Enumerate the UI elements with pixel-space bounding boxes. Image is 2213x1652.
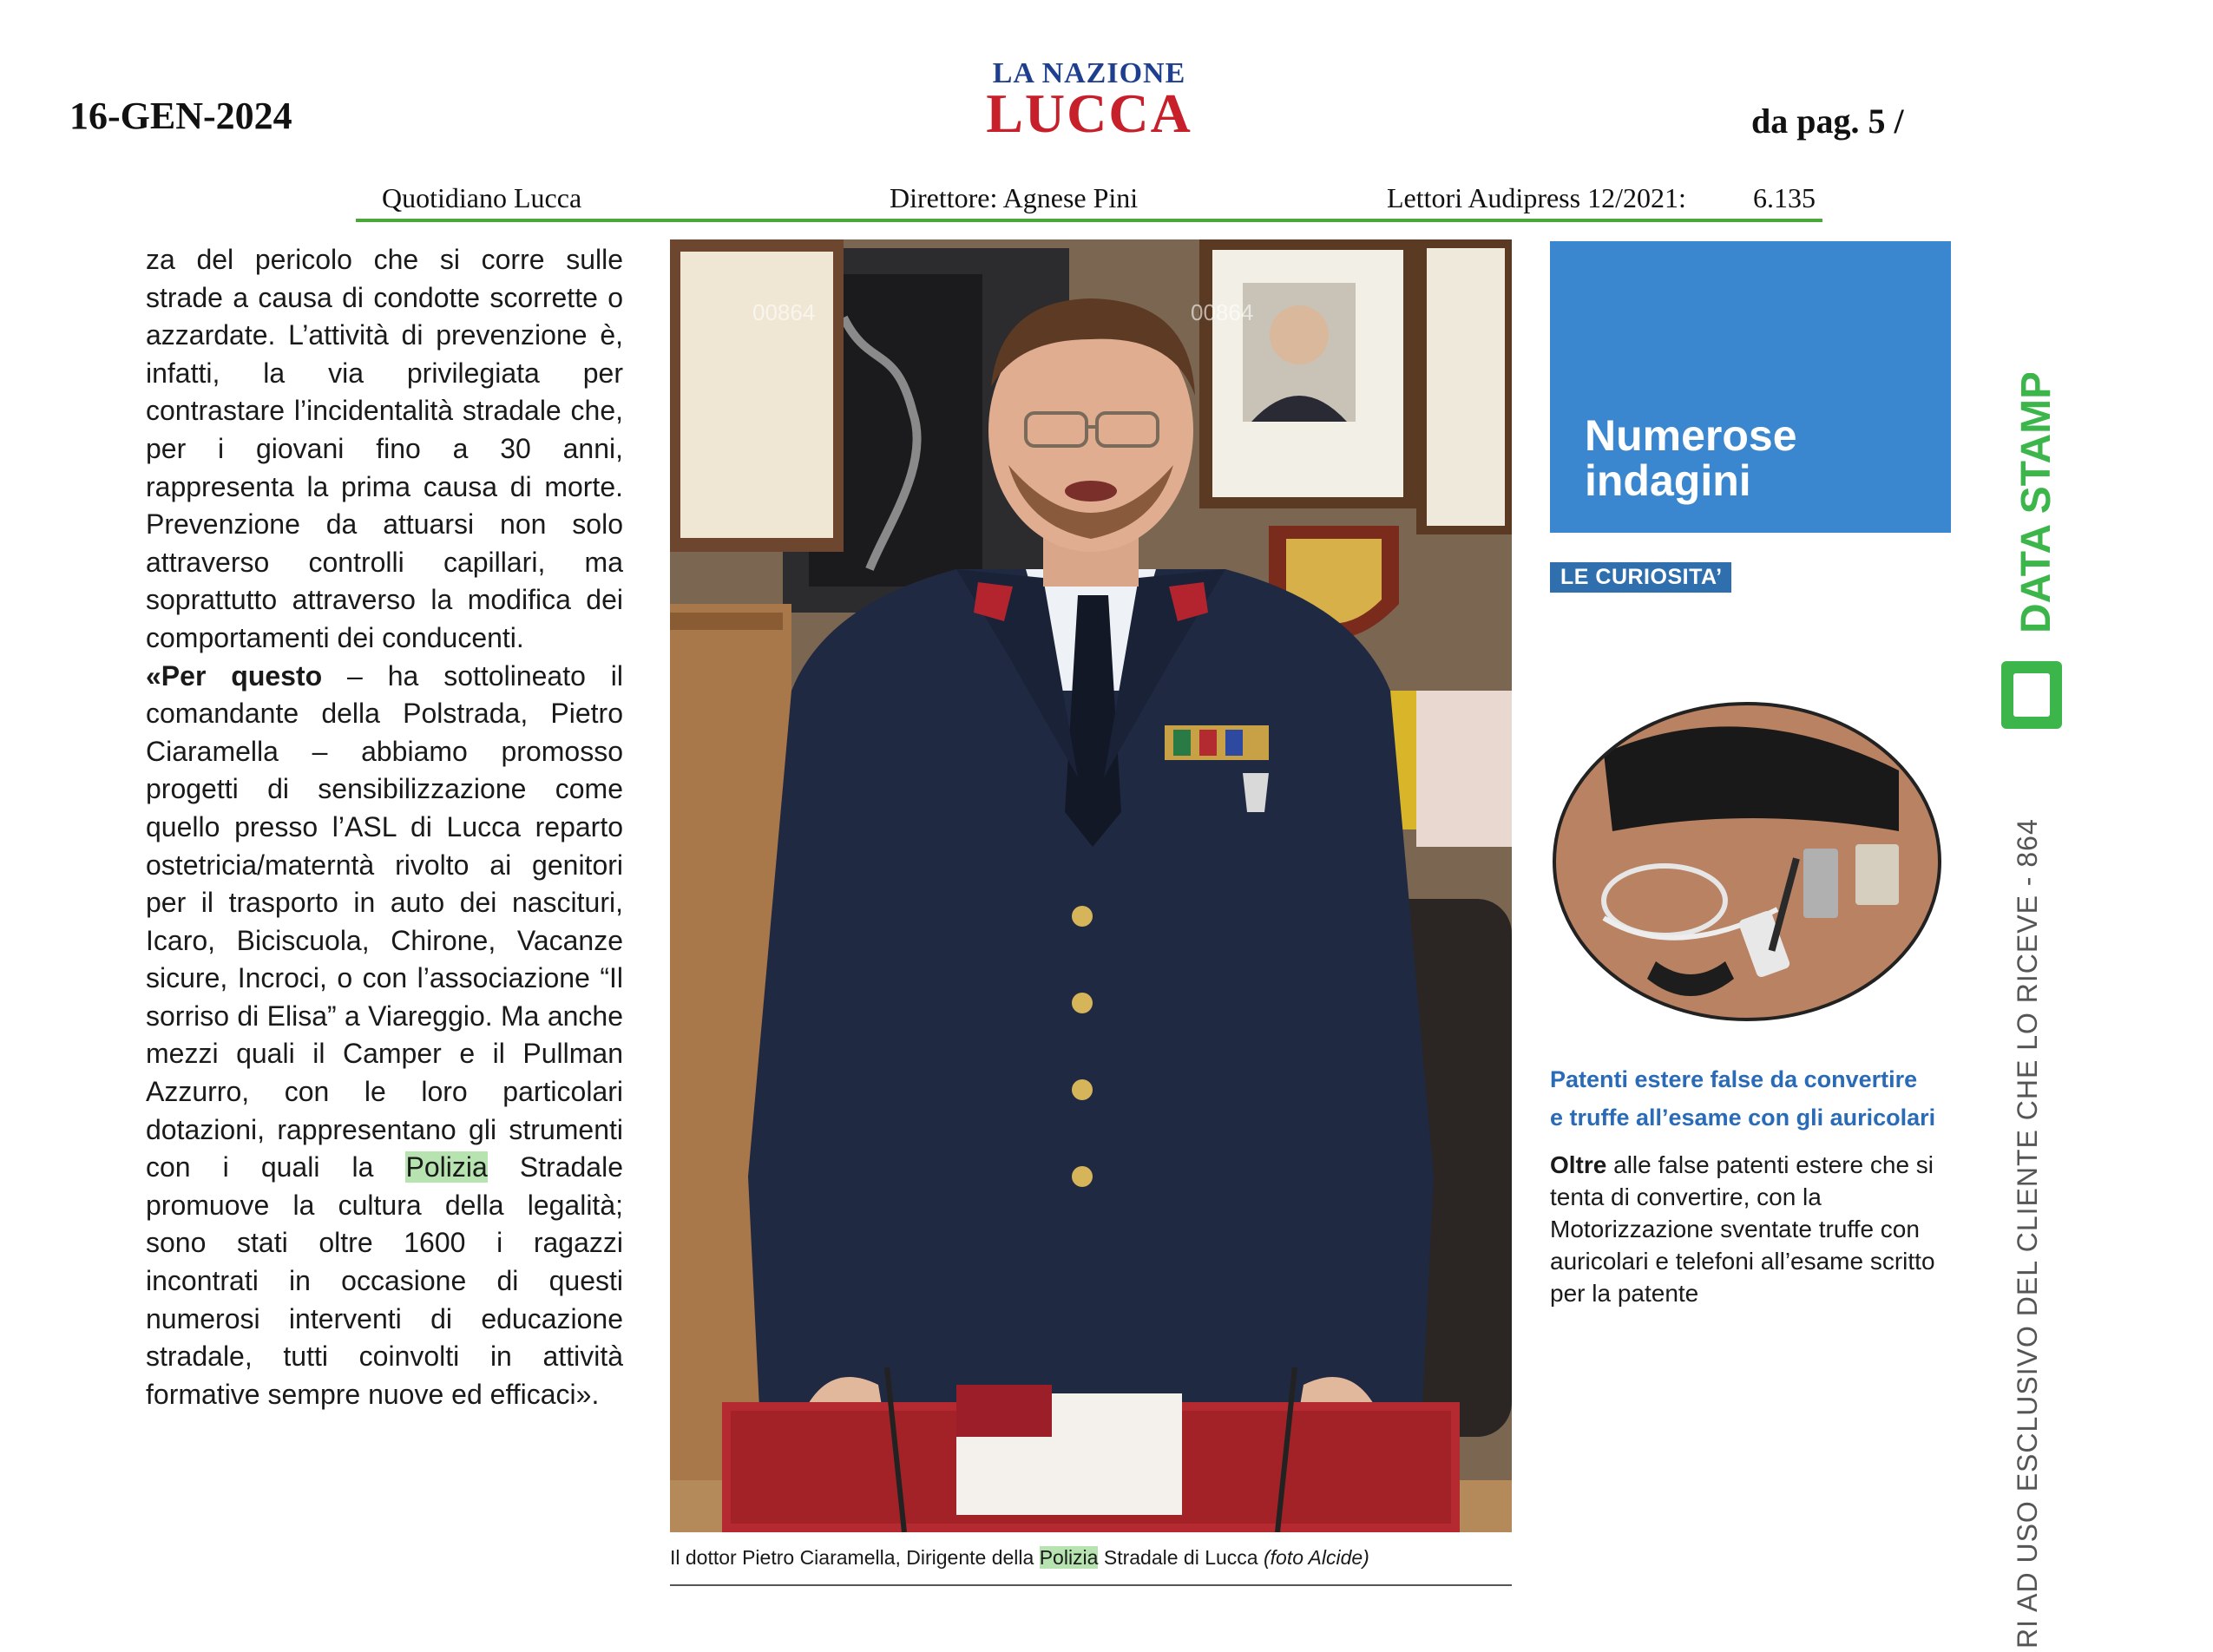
article-text-a: – ha sottolineato il comandante della Polstrada, Pietro Ciaramella – abbiamo promosso progetti di sensibilizzazione come quello presso l’ASL di Lucca reparto ostetricia/materntà rivolto ai genitori per il trasporto in auto dei nascituri, Icaro, Biciscuola, Chirone, Vacanze sicure, Incroci, o con l’associazione “Il sorriso di Elisa” a Viareggio. Ma anche mezzi quali il Camper e il Pullman Azzurro, con le loro particolari dotazioni, rappresentano gli strumenti con i quali la: [146, 659, 624, 1183]
sidebar-headline-line-1: Patenti estere false da convertire: [1550, 1066, 1918, 1092]
article-body: [146, 241, 623, 1413]
article-paragraph-2: [146, 658, 623, 1414]
paper-type: Quotidiano Lucca: [382, 182, 582, 213]
datastampa-brand-text: DATA STAMPA: [2013, 373, 2059, 633]
sidebar-headline-line-2: e truffe all’esame con gli auricolari: [1550, 1105, 1936, 1131]
header-divider: [356, 219, 1822, 222]
readers-value: 6.135: [1753, 182, 1816, 213]
logo-small-text: LA NAZIONE: [992, 57, 1186, 89]
sidebar-title-line-1: Numerose: [1585, 411, 1797, 460]
publication-date: 16-GEN-2024: [69, 95, 292, 137]
caption-divider: [670, 1584, 1512, 1586]
sidebar-text: [1550, 1149, 1958, 1309]
logo-big-text: LUCCA: [986, 82, 1192, 144]
photo-caption: [670, 1546, 1520, 1570]
article-text-b: Stradale promuove la cultura della legalità; sono stati oltre 1600 i ragazzi incontrati in occasione di questi numerosi interventi di educazione stradale, tutti coinvolti in attività formative sempre nuove ed efficaci».: [146, 1151, 624, 1410]
officer-photo: [670, 239, 1512, 1532]
sidebar-text-lead: Oltre: [1550, 1151, 1607, 1178]
page-reference: da pag. 5 /: [1751, 102, 1904, 141]
highlighted-term: Polizia: [405, 1151, 488, 1183]
evidence-photo: [1552, 701, 1942, 1022]
caption-text-b: Stradale di Lucca: [1098, 1546, 1264, 1569]
datastampa-logo: [1996, 373, 2074, 738]
director: Direttore: Agnese Pini: [890, 182, 1139, 213]
usage-notice: RI AD USO ESCLUSIVO DEL CLIENTE CHE LO RICEVE - 864: [2012, 818, 2043, 1649]
newspaper-logo: [981, 57, 1198, 144]
photo-watermark-left: 00864: [752, 299, 816, 325]
sidebar-text-body: alle false patenti estere che si tenta di convertire, con la Motorizzazione sventate truffe con auricolari e telefoni all’esame scritto per la patente: [1550, 1151, 1935, 1307]
sidebar-title-line-2: indagini: [1585, 456, 1751, 505]
photo-credit: (foto Alcide): [1263, 1546, 1369, 1569]
caption-highlight: Polizia: [1039, 1546, 1099, 1569]
article-paragraph-1: za del pericolo che si corre sulle strade a causa di condotte scorrette o azzardate. L’attività di prevenzione è, infatti, la via privilegiata per contrastare l’incidentalità stradale che, per i giovani fino a 30 anni, rappresenta la prima causa di morte. Prevenzione da attuarsi non solo attraverso controlli capillari, ma soprattutto attraverso la modifica dei comportamenti dei conducenti.: [146, 244, 623, 653]
photo-watermark-right: 00864: [1191, 299, 1254, 325]
readers-label: Lettori Audipress 12/2021:: [1387, 182, 1686, 213]
section-tag: LE CURIOSITA’: [1550, 562, 1731, 593]
sidebar-title: [1585, 413, 1797, 503]
sidebar-headline: [1550, 1060, 1967, 1137]
article-lead: «Per questo: [146, 659, 323, 692]
caption-text-a: Il dottor Pietro Ciaramella, Dirigente della: [670, 1546, 1040, 1569]
